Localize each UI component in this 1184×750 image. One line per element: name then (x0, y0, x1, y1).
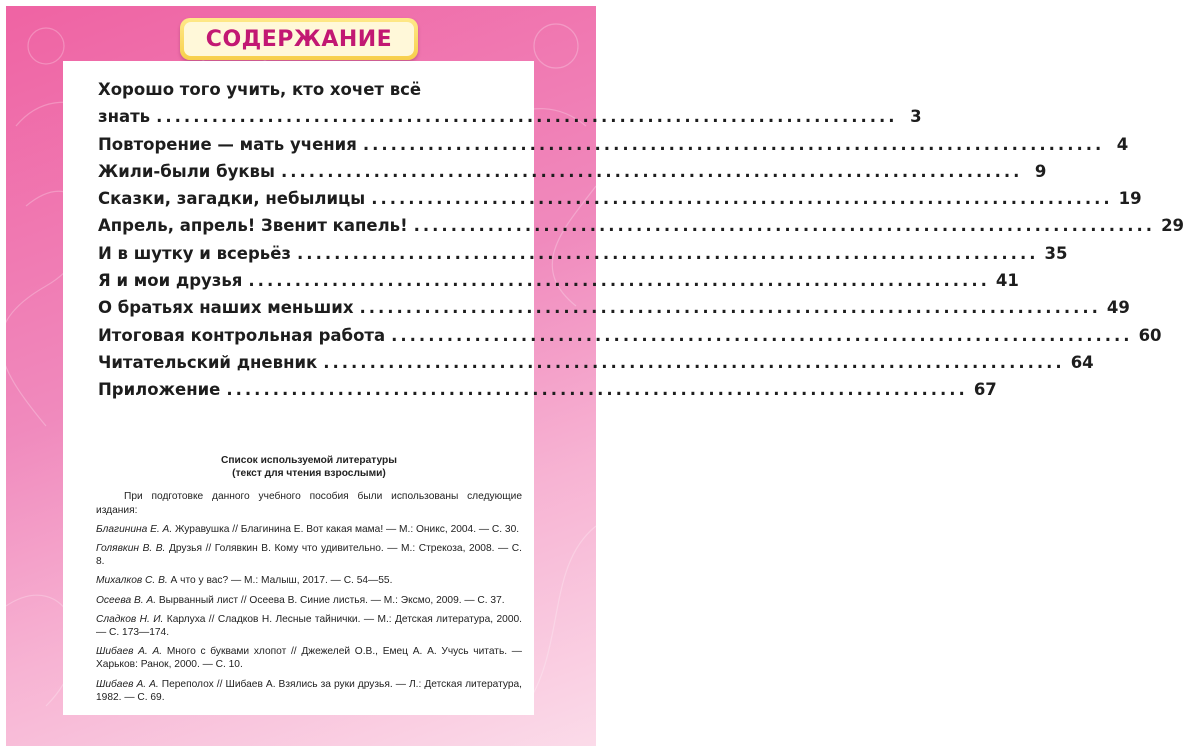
toc-item (98, 345, 1094, 372)
toc-item (98, 235, 1068, 263)
toc-item-page: 49 (1106, 298, 1130, 318)
toc-item-leader-dots: ................................................................................ (359, 298, 1101, 318)
reference-text: А что у вас? — М.: Малыш, 2017. — С. 54—55. (167, 575, 393, 587)
toc-item-page: 3 (910, 107, 922, 127)
toc-item-page: 67 (973, 380, 997, 400)
reference-author: Осеева В. А. (96, 594, 157, 606)
toc-item-page: 41 (995, 271, 1019, 291)
toc-item-title: О братьях наших меньших (98, 298, 354, 318)
reference-text: Вырванный лист // Осеева В. Синие листья. — М.: Эксмо, 2009. — С. 37. (156, 594, 505, 606)
toc-item-page: 29 (1161, 216, 1184, 236)
toc-item (98, 290, 1130, 318)
toc-item (98, 75, 524, 99)
toc-item-title: Я и мои друзья (98, 271, 243, 291)
toc-item-page: 9 (1034, 161, 1047, 181)
toc-item (98, 263, 1019, 291)
toc-item-leader-dots: ................................................................................ (371, 189, 1113, 209)
reference-text: Переполох // Шибаев А. Взялись за руки друзья. — Л.: Детская литература, 1982. — С. 69. (96, 678, 522, 703)
toc-item-leader-dots: ................................................................................ (297, 243, 1039, 263)
toc-item-title: И в шутку и всерьёз (98, 243, 292, 263)
toc-item-title: Читательский дневник (98, 352, 318, 372)
reference-text: Друзья // Голявкин В. Кому что удивительно. — М.: Стрекоза, 2008. — С. 8. (96, 543, 522, 568)
toc-item-title: Хорошо того учить, кто хочет всё (98, 80, 422, 99)
reference-entry (96, 678, 522, 704)
reference-entry (96, 594, 522, 607)
reference-author: Голявкин В. В. (96, 543, 166, 555)
toc-item (98, 372, 997, 400)
toc-item-leader-dots: ................................................................................ (323, 352, 1065, 372)
toc-item-leader-dots: ................................................................................ (413, 216, 1156, 236)
toc-item-leader-dots: ................................................................................ (226, 380, 968, 400)
toc-item-title: Итоговая контрольная работа (98, 325, 386, 345)
toc-item-title: знать (98, 107, 151, 127)
reference-author: Благинина Е. А. (96, 523, 173, 535)
toc-item-page: 64 (1070, 352, 1094, 372)
toc-item-title: Приложение (98, 380, 221, 400)
toc-item-page: 60 (1138, 325, 1162, 345)
reference-entry (96, 542, 522, 568)
toc-item (98, 154, 1047, 181)
reference-text: Карлуха // Сладков Н. Лесные тайнички. — М.: Детская литература, 2000. — С. 173—174. (96, 613, 522, 639)
reference-author: Шибаев А. А. (96, 646, 163, 658)
contents-card (63, 61, 1184, 715)
reference-entry (96, 574, 522, 587)
toc-item-page: 35 (1044, 243, 1068, 263)
reference-entry (96, 645, 522, 671)
toc-item-page: 19 (1118, 189, 1142, 209)
toc-item-title: Повторение — мать учения (98, 134, 357, 154)
toc-item-title: Сказки, загадки, небылицы (98, 189, 366, 209)
toc-item-title: Жили-были буквы (98, 161, 275, 181)
toc-item (98, 317, 1162, 345)
toc-item (98, 181, 1142, 209)
toc-item (98, 208, 1184, 236)
toc-item-leader-dots: ................................................................................ (391, 325, 1133, 345)
reference-author: Шибаев А. А. (96, 678, 159, 690)
reference-author: Михалков С. В. (96, 575, 168, 587)
reference-entry (96, 613, 522, 639)
toc-item-page: 4 (1116, 134, 1129, 154)
reference-entry (96, 523, 522, 536)
references-heading-line1: Список используемой литературы (221, 455, 397, 466)
references-list (96, 523, 522, 704)
references-section (96, 454, 522, 704)
page-title: СОДЕРЖАНИЕ (205, 26, 393, 52)
reference-text: Журавушка // Благинина Е. Вот какая мама! — М.: Оникс, 2004. — С. 30. (172, 523, 520, 535)
reference-text: Много с буквами хлопот // Джежелей О.В., Емец А. А. Учусь читать. — Харьков: Ранок, 2000. — С. 10. (96, 646, 522, 671)
references-intro: При подготовке данного учебного пособия были использованы следующие издания: (96, 491, 522, 516)
toc-item (98, 99, 922, 127)
references-heading (96, 454, 522, 480)
section-title-badge (180, 18, 418, 60)
toc-item-leader-dots: ................................................................................ (280, 161, 1023, 181)
table-of-contents (98, 75, 1184, 400)
toc-item-leader-dots: ................................................................................ (156, 107, 898, 127)
toc-item-leader-dots: ................................................................................ (362, 134, 1105, 154)
toc-item-leader-dots: ................................................................................ (248, 271, 990, 291)
reference-author: Сладков Н. И. (96, 613, 164, 625)
toc-item (98, 126, 1129, 154)
toc-item-title: Апрель, апрель! Звенит капель! (98, 216, 408, 236)
references-heading-line2: (текст для чтения взрослыми) (232, 468, 386, 480)
